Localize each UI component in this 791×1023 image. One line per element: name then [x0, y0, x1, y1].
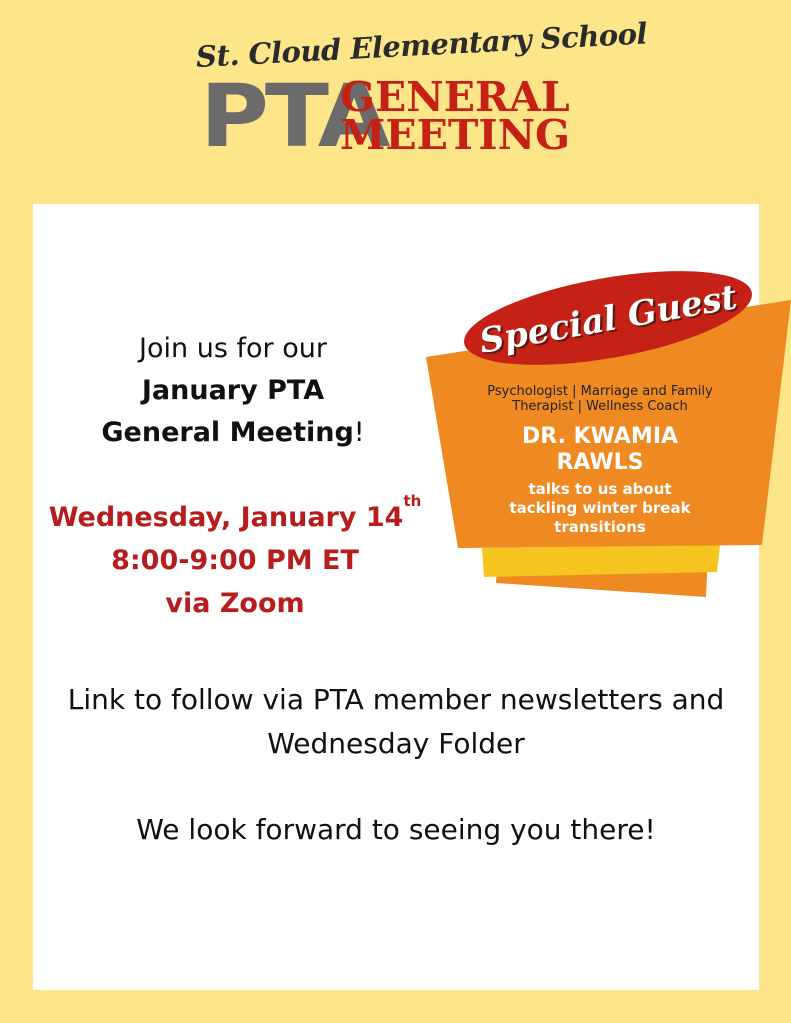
guest-name-line-2: RAWLS — [556, 450, 644, 475]
guest-topic-line-1: talks to us about — [528, 480, 672, 498]
guest-role-line-2: Therapist | Wellness Coach — [512, 399, 688, 414]
event-venue: via Zoom — [165, 588, 305, 619]
guest-topic — [452, 480, 748, 537]
link-info-line-1: Link to follow via PTA member newsletters and — [67, 683, 725, 716]
event-date-suffix: th — [403, 492, 422, 510]
invite-exclaim: ! — [353, 417, 365, 448]
invite-line-3: General Meeting — [101, 417, 354, 448]
guest-name — [452, 424, 748, 476]
invite-line-2: January PTA — [141, 375, 325, 406]
pta-logo — [0, 0, 791, 200]
closing-message: We look forward to seeing you there! — [136, 813, 656, 846]
school-name: St. Cloud Elementary School — [195, 16, 648, 74]
guest-name-line-1: DR. KWAMIA — [521, 424, 679, 449]
general-word: GENERAL — [340, 73, 570, 121]
link-info — [40, 678, 752, 766]
link-info-line-2: Wednesday Folder — [267, 727, 525, 760]
yellow-band — [482, 545, 720, 577]
guest-role — [452, 384, 748, 414]
pta-wordmark: PTA — [200, 66, 387, 167]
event-date: Wednesday, January 14 — [48, 502, 404, 533]
invite-text — [33, 328, 433, 454]
meeting-word: MEETING — [340, 111, 571, 159]
invite-line-1: Join us for our — [139, 333, 327, 364]
event-time: 8:00-9:00 PM ET — [111, 545, 359, 576]
event-details — [40, 492, 430, 625]
general-meeting-wordmark — [340, 73, 571, 159]
special-guest-heading: Special Guest — [476, 277, 741, 362]
guest-role-line-1: Psychologist | Marriage and Family — [487, 384, 713, 399]
guest-topic-line-3: transitions — [554, 518, 646, 536]
guest-topic-line-2: tackling winter break — [509, 499, 691, 517]
